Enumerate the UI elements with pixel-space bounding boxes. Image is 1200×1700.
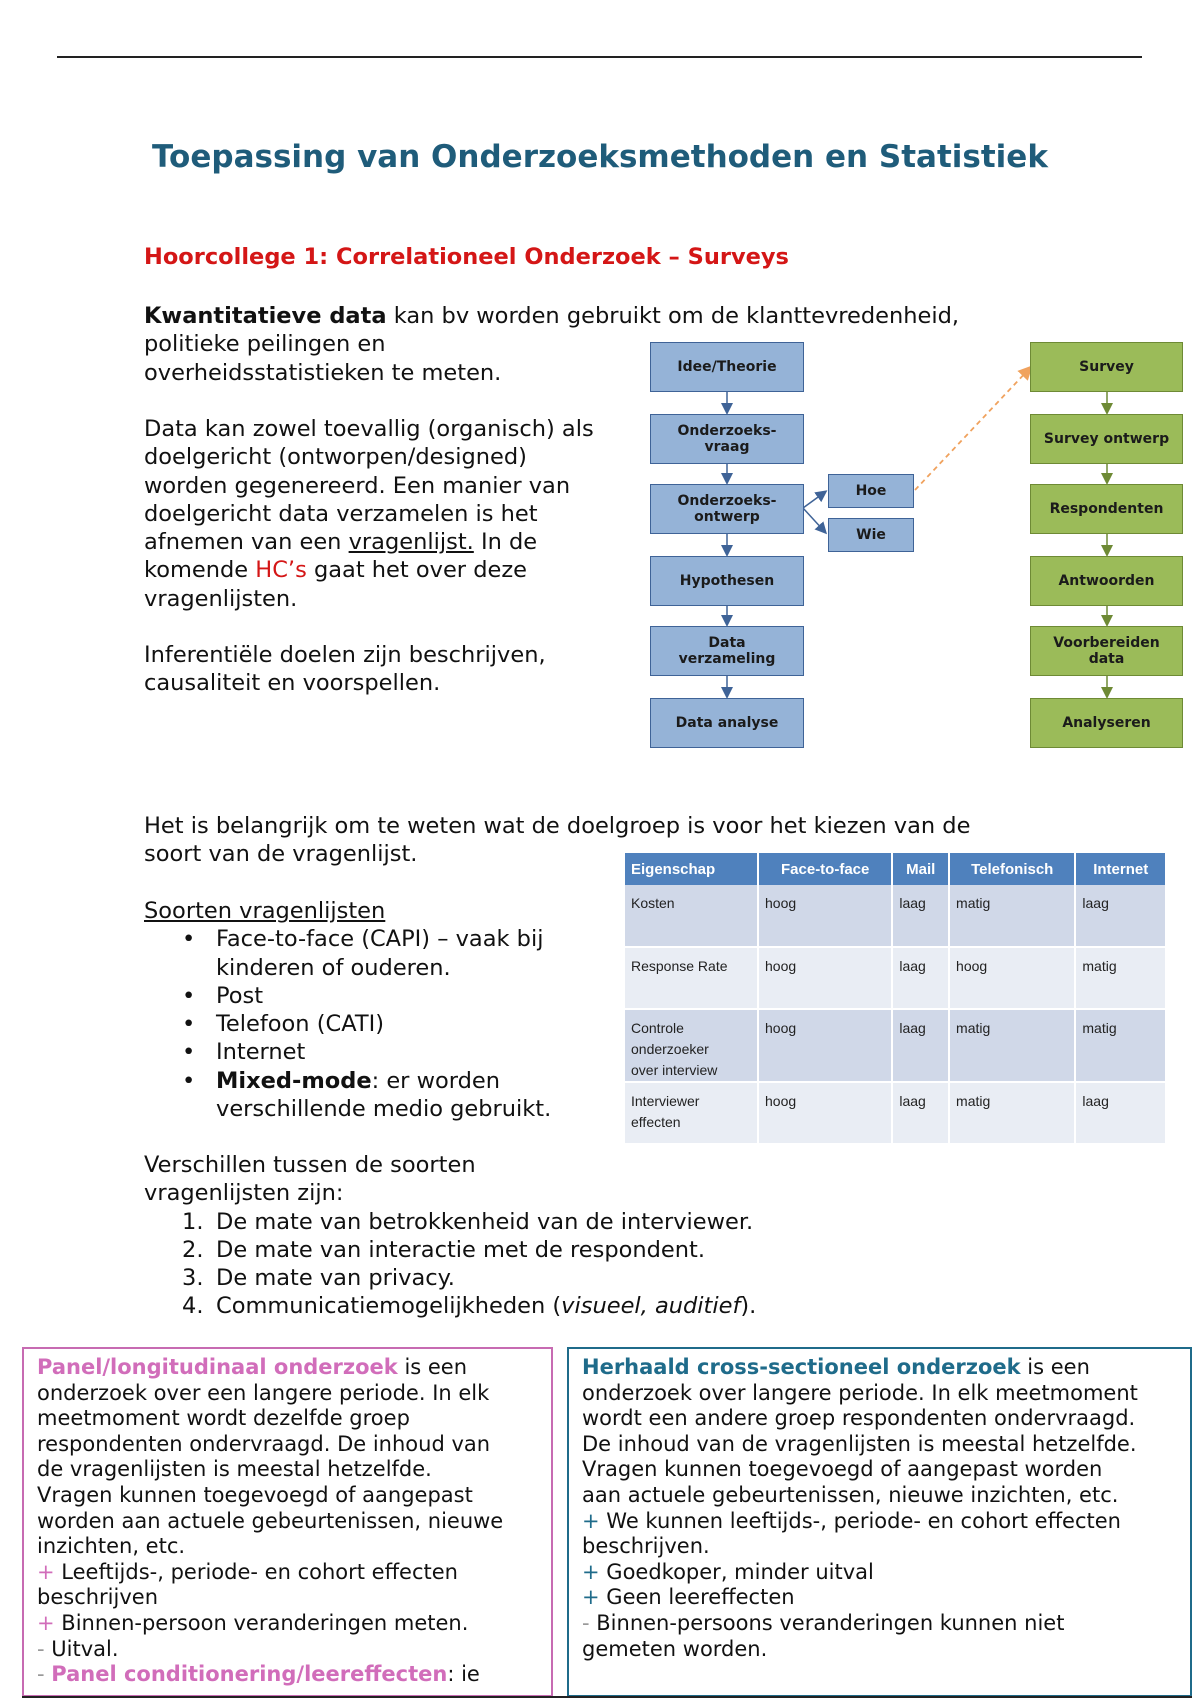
list-item-term: Mixed-mode <box>216 1067 372 1094</box>
vragenlijst-term: vragenlijst. <box>348 529 474 556</box>
minus-icon: - <box>582 1610 590 1635</box>
table-cell: matig <box>1075 1009 1166 1082</box>
box-text: worden aan actuele gebeurtenissen, nieuwe <box>37 1508 504 1533</box>
box-text: is een <box>397 1355 468 1379</box>
box-text: inzichten, etc. <box>37 1534 186 1559</box>
list-item-text: Face-to-face (CAPI) – vaak bij <box>216 926 544 953</box>
flow-step-voorbereiden-data: Voorbereiden data <box>1030 626 1183 676</box>
cross-sectioneel-box <box>567 1347 1192 1697</box>
plus-icon: + <box>582 1559 600 1584</box>
flow-step-hypothesen: Hypothesen <box>650 556 804 606</box>
section-text: vragenlijsten zijn: <box>144 1180 344 1207</box>
intro-text: causaliteit en voorspellen. <box>144 670 441 697</box>
column-header: Internet <box>1075 853 1166 885</box>
table-cell: hoog <box>949 947 1075 1009</box>
intro-text: komende <box>144 557 256 584</box>
list-item <box>144 1038 614 1066</box>
list-number: 2. <box>182 1236 204 1263</box>
flow-step-data-analyse: Data analyse <box>650 698 804 748</box>
table-cell: laag <box>1075 885 1166 947</box>
list-item <box>144 982 614 1010</box>
box-text: Binnen-persoon veranderingen meten. <box>61 1610 469 1635</box>
box-text: wordt een andere groep respondenten ondervraagd. <box>582 1406 1136 1431</box>
flow-step-analyseren: Analyseren <box>1030 698 1183 748</box>
intro-text: worden gegenereerd. Een manier van <box>144 472 571 499</box>
table-cell: Interviewer effecten <box>625 1082 758 1144</box>
table-cell: hoog <box>758 1082 892 1144</box>
box-text: beschrijven. <box>582 1534 710 1559</box>
table-header-row <box>625 853 1166 885</box>
column-header: Telefonisch <box>949 853 1075 885</box>
list-item-text: : er worden <box>371 1067 500 1094</box>
table-row <box>625 1009 1166 1082</box>
table-cell: Response Rate <box>625 947 758 1009</box>
list-item <box>144 925 614 982</box>
list-item-text: De mate van betrokkenheid van de interviewer. <box>216 1208 754 1235</box>
list-number: 3. <box>182 1265 204 1292</box>
section-text: soort van de vragenlijst. <box>144 841 418 868</box>
intro-text: gaat het over deze <box>306 557 527 584</box>
table-row <box>625 1082 1166 1144</box>
table-cell: hoog <box>758 885 892 947</box>
list-item <box>144 1010 614 1038</box>
intro-text: doelgericht data verzamelen is het <box>144 500 538 527</box>
lecture-heading: Hoorcollege 1: Correlationeel Onderzoek – Surveys <box>144 244 789 270</box>
box-text: de vragenlijsten is meestal hetzelfde. <box>37 1457 432 1482</box>
verschillen-section <box>144 1151 1044 1321</box>
table-cell: matig <box>949 885 1075 947</box>
intro-text: politieke peilingen en <box>144 331 386 358</box>
bottom-rule <box>22 1696 1192 1698</box>
box-text: Vragen kunnen toegevoegd of aangepast worden <box>582 1457 1103 1482</box>
flow-step-idee-theorie: Idee/Theorie <box>650 342 804 392</box>
table-cell: hoog <box>758 947 892 1009</box>
box-text: is een <box>1020 1355 1090 1379</box>
column-header: Mail <box>892 853 949 885</box>
plus-icon: + <box>582 1585 600 1610</box>
column-header: Eigenschap <box>625 853 758 885</box>
dashed-connector <box>915 368 1030 490</box>
panel-conditionering-term: Panel conditionering/leereffecten <box>51 1662 448 1687</box>
intro-text: vragenlijsten. <box>144 585 298 612</box>
plus-icon: + <box>582 1508 600 1533</box>
hc-term: HC’s <box>255 557 307 584</box>
table-cell: matig <box>1075 947 1166 1009</box>
research-flow-diagram <box>0 0 1200 760</box>
page-title: Toepassing van Onderzoeksmethoden en Statistiek <box>152 139 1048 175</box>
intro-text: doelgericht (ontworpen/designed) <box>144 444 527 471</box>
plus-icon: + <box>37 1559 55 1584</box>
flow-step-survey-ontwerp: Survey ontwerp <box>1030 414 1183 464</box>
list-number: 4. <box>182 1293 204 1320</box>
minus-icon: - <box>37 1662 45 1687</box>
table-cell: Controle onderzoeker over interview <box>625 1009 758 1082</box>
term-kwantitatieve-data: Kwantitatieve data <box>144 303 387 329</box>
intro-text: overheidsstatistieken te meten. <box>144 359 502 386</box>
panel-onderzoek-box <box>22 1347 553 1697</box>
flow-step-onderzoeksontwerp: Onderzoeks- ontwerp <box>650 484 804 534</box>
box-text: Leeftijds-, periode- en cohort effecten <box>61 1559 458 1584</box>
flow-branch-wie: Wie <box>828 518 914 552</box>
box-text: Uitval. <box>51 1636 119 1661</box>
table-cell: matig <box>949 1009 1075 1082</box>
box-text: De inhoud van de vragenlijsten is meestal hetzelfde. <box>582 1431 1137 1456</box>
type-list <box>0 925 614 1123</box>
intro-text: In de <box>473 529 538 556</box>
flow-step-survey: Survey <box>1030 342 1183 392</box>
intro-text: afnemen van een <box>144 529 349 556</box>
vragenlijst-types <box>144 897 614 1123</box>
box-text: Binnen-persoons veranderingen kunnen niet <box>596 1610 1065 1635</box>
box-text: Geen leereffecten <box>606 1585 795 1610</box>
table-cell: laag <box>1075 1082 1166 1144</box>
section-text: Het is belangrijk om te weten wat de doelgroep is voor het kiezen van de <box>144 813 971 839</box>
box-text: onderzoek over een langere periode. In elk <box>37 1380 490 1405</box>
table-row <box>625 885 1166 947</box>
box-text: beschrijven <box>37 1585 159 1610</box>
list-heading: Soorten vragenlijsten <box>144 898 386 924</box>
cross-sectional-term: Herhaald cross-sectioneel onderzoek <box>582 1355 1021 1379</box>
list-item-text: Post <box>216 982 264 1009</box>
table-row <box>625 947 1166 1009</box>
minus-icon: - <box>37 1636 45 1661</box>
box-text: meetmoment wordt dezelfde groep <box>37 1406 410 1431</box>
list-item-text: ). <box>740 1293 757 1320</box>
list-item <box>144 1236 1044 1264</box>
box-text: onderzoek over langere periode. In elk meetmoment <box>582 1380 1138 1405</box>
box-text: respondenten ondervraagd. De inhoud van <box>37 1431 491 1456</box>
flow-step-respondenten: Respondenten <box>1030 484 1183 534</box>
box-text: aan actuele gebeurtenissen, nieuwe inzichten, etc. <box>582 1482 1119 1507</box>
plus-icon: + <box>37 1610 55 1635</box>
intro-text: kan bv worden gebruikt om de klanttevredenheid, <box>386 303 960 329</box>
list-item <box>144 1264 1044 1292</box>
table-cell: laag <box>892 947 949 1009</box>
table-cell: matig <box>949 1082 1075 1144</box>
flow-step-data-verzameling: Data verzameling <box>650 626 804 676</box>
flow-arrow <box>803 492 825 508</box>
box-text: Goedkoper, minder uitval <box>606 1559 874 1584</box>
panel-term: Panel/longitudinaal onderzoek <box>37 1355 398 1379</box>
list-item <box>144 1292 1044 1320</box>
differences-list <box>0 1208 1044 1321</box>
list-item-emphasis: visueel, auditief <box>561 1293 741 1320</box>
table-cell: hoog <box>758 1009 892 1082</box>
list-item-text: verschillende medio gebruikt. <box>216 1096 552 1123</box>
intro-text: Data kan zowel toevallig (organisch) als <box>144 416 594 442</box>
table-cell: Kosten <box>625 885 758 947</box>
list-item <box>144 1208 1044 1236</box>
survey-comparison-table <box>625 853 1167 1145</box>
box-text: : ie <box>447 1662 480 1687</box>
table-cell: laag <box>892 1009 949 1082</box>
list-item-text: kinderen of ouderen. <box>216 954 451 981</box>
list-item-text: Communicatiemogelijkheden ( <box>216 1293 562 1320</box>
box-text: gemeten worden. <box>582 1636 768 1661</box>
table-cell: laag <box>892 885 949 947</box>
list-item-text: De mate van privacy. <box>216 1265 455 1292</box>
list-item <box>144 1067 614 1124</box>
flow-branch-hoe: Hoe <box>828 474 914 508</box>
section-text: Verschillen tussen de soorten <box>144 1152 476 1178</box>
list-item-text: De mate van interactie met de respondent. <box>216 1236 706 1263</box>
list-item-text: Internet <box>216 1039 306 1066</box>
flow-arrow <box>803 508 825 532</box>
flow-step-onderzoeksvraag: Onderzoeks- vraag <box>650 414 804 464</box>
list-item-text: Telefoon (CATI) <box>216 1011 385 1038</box>
table-cell: laag <box>892 1082 949 1144</box>
box-text: We kunnen leeftijds-, periode- en cohort effecten <box>606 1508 1121 1533</box>
box-text: Vragen kunnen toegevoegd of aangepast <box>37 1482 473 1507</box>
list-number: 1. <box>182 1208 204 1235</box>
column-header: Face-to-face <box>758 853 892 885</box>
diagram-connectors <box>0 0 1200 760</box>
flow-step-antwoorden: Antwoorden <box>1030 556 1183 606</box>
intro-text: Inferentiële doelen zijn beschrijven, <box>144 642 546 668</box>
